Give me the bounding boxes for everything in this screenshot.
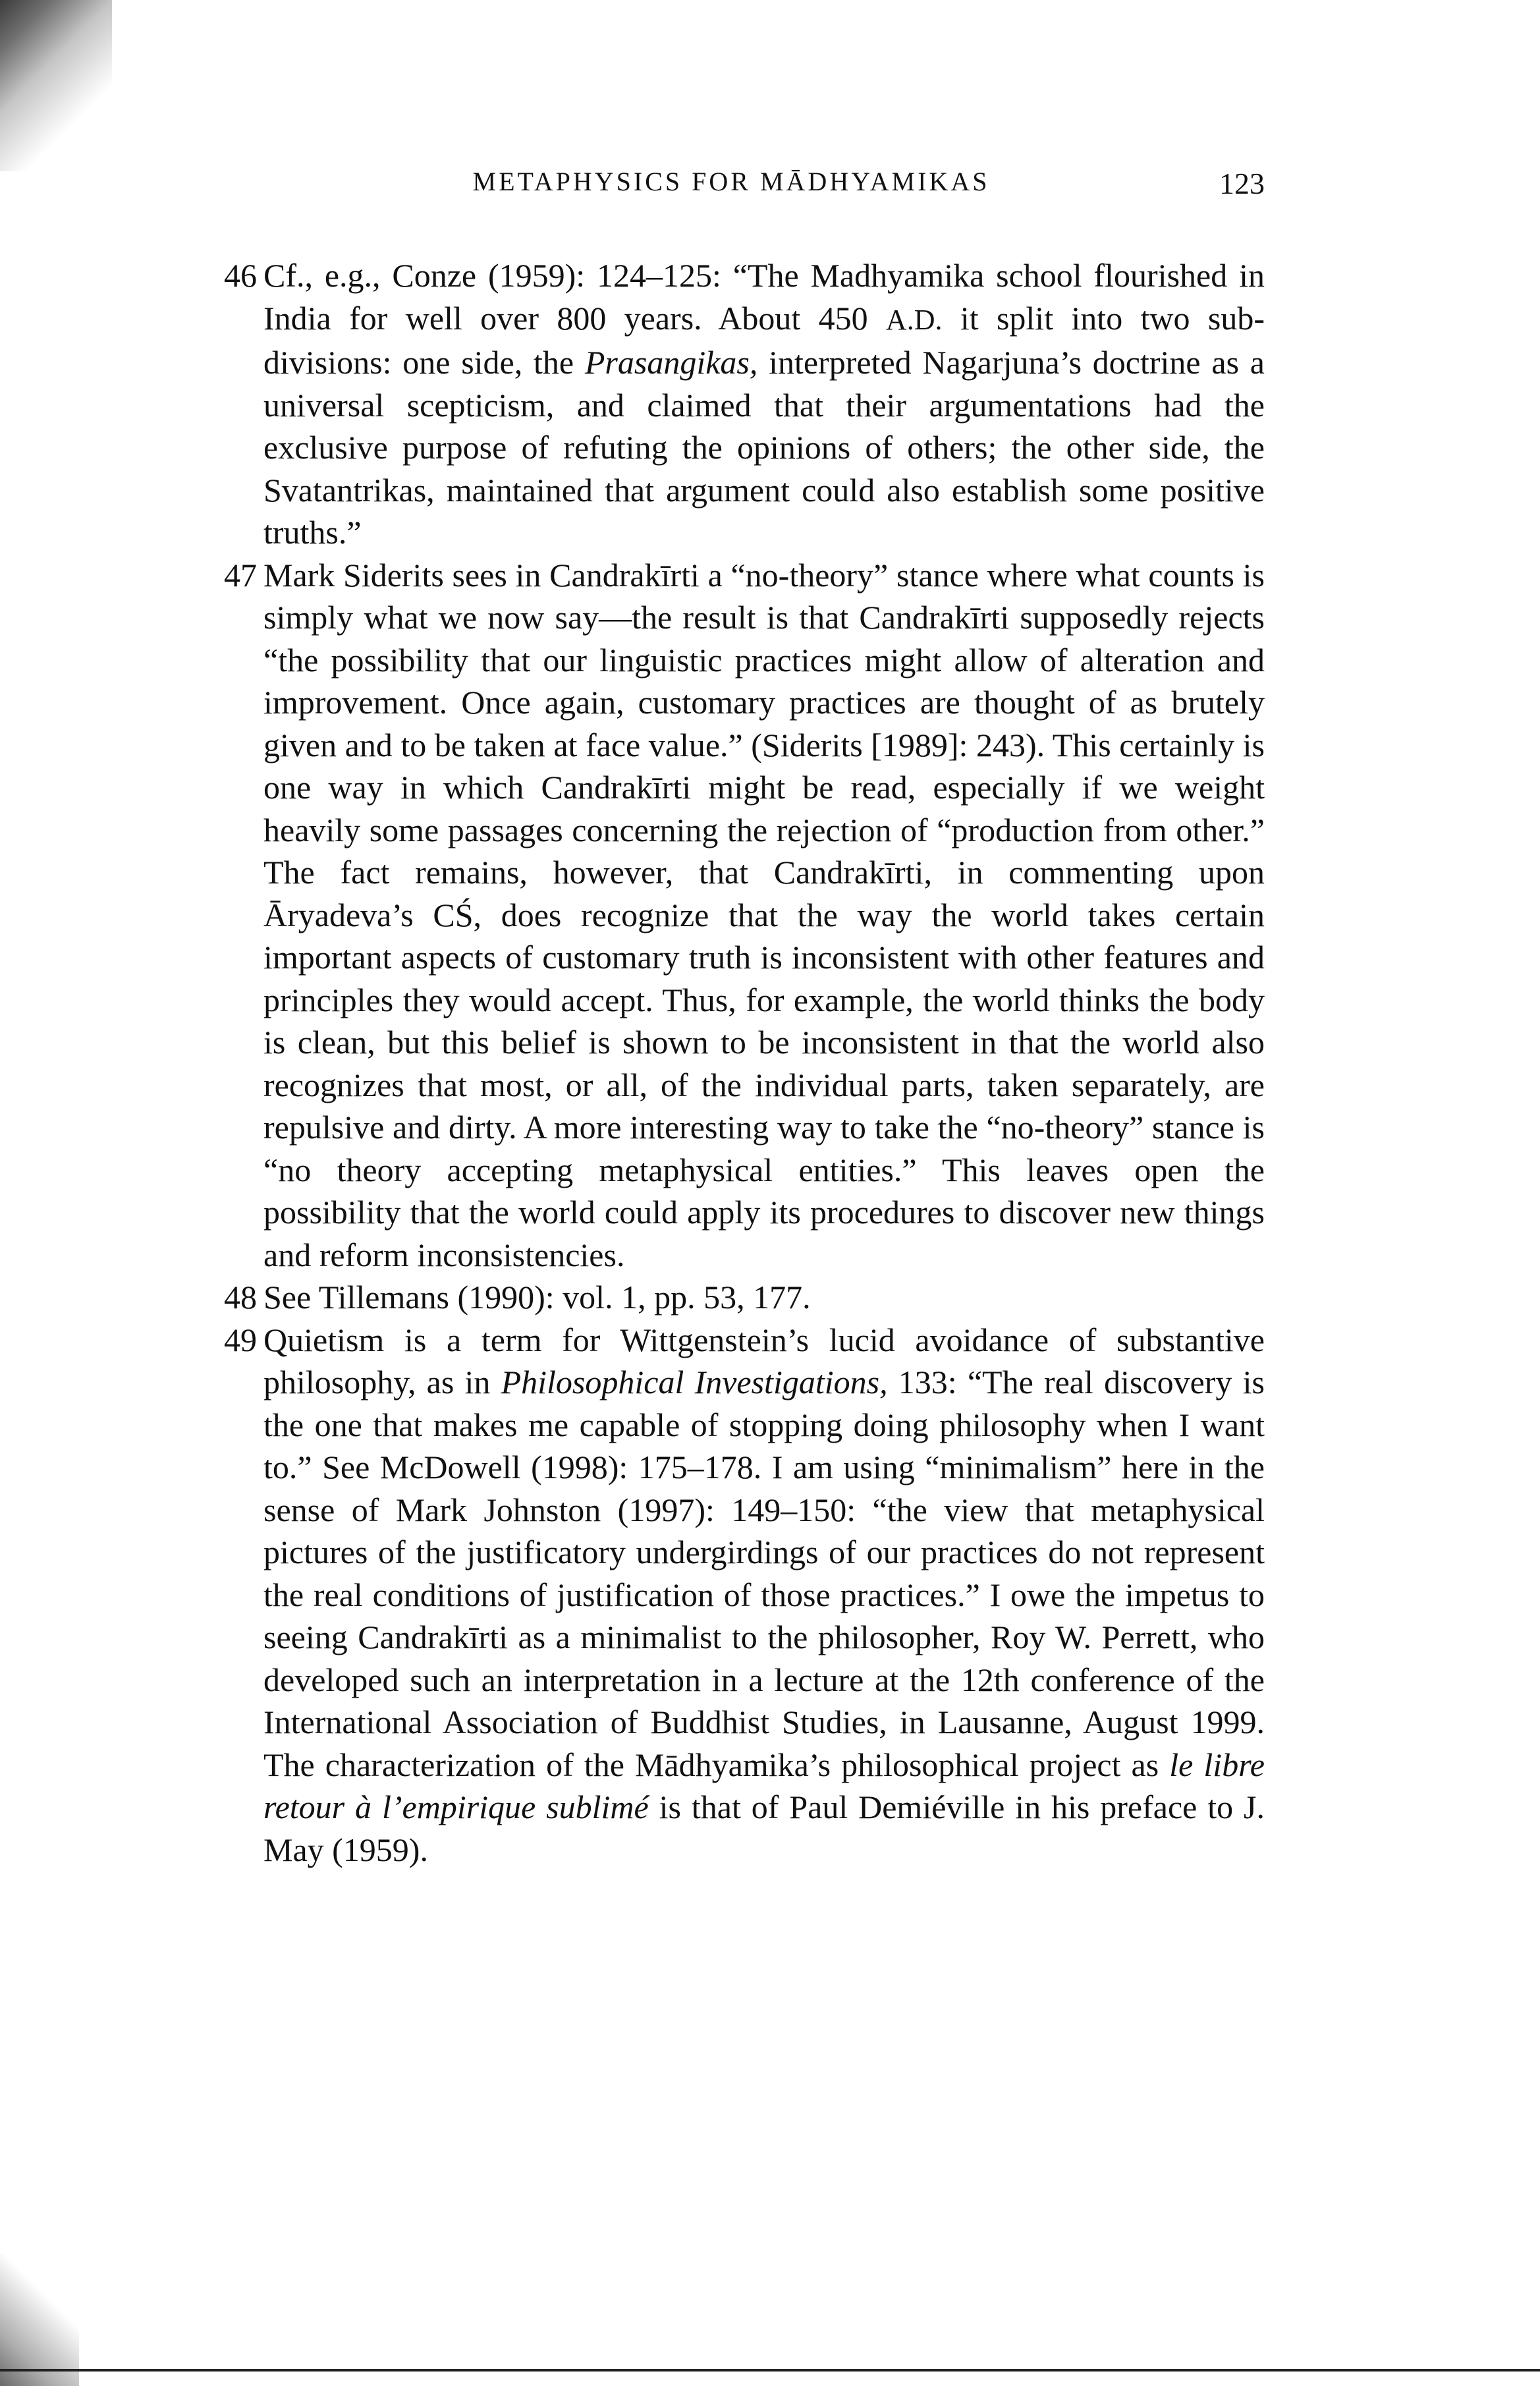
page-number: 123 bbox=[1219, 167, 1265, 200]
text-segment-italic: Philosophical Investigations, bbox=[501, 1364, 888, 1401]
text-segment: 133: “The real discovery is the one that makes me capable of stopping doing philosophy when I want to.” See McDowell (1998): 175–178. I am using “minimalism” here in the sense of Mark Johnston (1997): 149–150: “the view that metaphysical pictures of the justificatory undergirdings of our practices do not represent the real conditions of justification of those practices.” I owe the impetus to seeing Candrakīrti as a minimalist to the philosopher, Roy W. Perrett, who developed such an interpretation in a lecture at the 12th conference of the International Association of Buddhist Studies, in Lausanne, August 1999. The characterization of the Mādhyamika’s philosophical project as bbox=[263, 1364, 1265, 1783]
text-segment: Quietism is a term for Wittgenstein’s lucid avoidance of substantive philosophy, as in bbox=[263, 1321, 1265, 1401]
scan-shadow-bottom bbox=[0, 2254, 79, 2386]
scan-shadow-top bbox=[0, 0, 112, 171]
text-segment: Cf., e.g., Conze (1959): 124–125: “The Madhyamika school flourished in India for well over 800 years. About 450 bbox=[263, 257, 1265, 337]
footnote-47 bbox=[224, 554, 1265, 1277]
footnote-number: 47 bbox=[224, 556, 257, 594]
footnote-number: 49 bbox=[224, 1321, 257, 1358]
footnote-text bbox=[263, 1319, 1265, 1872]
footnote-number: 46 bbox=[224, 257, 257, 294]
running-head bbox=[224, 166, 1265, 206]
scan-bottom-edge bbox=[0, 2369, 1540, 2372]
running-title: METAPHYSICS FOR MĀDHYAMIKAS bbox=[472, 167, 990, 196]
footnote-text bbox=[263, 254, 1265, 554]
footnote-text bbox=[263, 1276, 1265, 1319]
text-segment-italic: Prasangikas, bbox=[584, 344, 758, 381]
footnote-text bbox=[263, 554, 1265, 1277]
text-segment: is that of Paul Demiéville in his preface to J. May (1959). bbox=[263, 1789, 1265, 1868]
footnote-number: 48 bbox=[224, 1279, 257, 1316]
footnote-46 bbox=[224, 254, 1265, 554]
text-segment: interpreted Nagarjuna’s doctrine as a universal scepticism, and claimed that their argumentations had the exclusive purpose of refuting the opinions of others; the other side, the Svatantrikas, maintained that argument could also establish some positive truths.” bbox=[263, 344, 1265, 551]
text-segment: it split into two sub-divisions: one side, the bbox=[263, 299, 1265, 381]
text-segment: Mark Siderits sees in Candrakīrti a “no-theory” stance where what counts is simply what we now say—the result is that Candrakīrti supposedly rejects “the possibility that our linguistic practices might allow of alteration and improvement. Once again, customary practices are thought of as brutely given and to be taken at face value.” (Siderits [1989]: 243). This certainly is one way in which Candrakīrti might be read, especially if we weight heavily some passages concerning the rejection of “production from other.” The fact remains, however, that Candrakīrti, in commenting upon Āryadeva’s CŚ, does recognize that the way the world takes certain important aspects of customary truth is inconsistent with other features and principles they would accept. Thus, for example, the world thinks the body is clean, but this belief is shown to be inconsistent in that the world also recognizes that most, or all, of the individual parts, taken separately, are repulsive and dirty. A more interesting way to take the “no-theory” stance is “no theory accepting metaphysical entities.” This leaves open the possibility that the world could apply its procedures to discover new things and reform inconsistencies. bbox=[263, 556, 1265, 1273]
footnote-48 bbox=[224, 1276, 1265, 1319]
text-segment-italic: le libre retour à l’empirique sublimé bbox=[263, 1746, 1265, 1825]
footnote-49 bbox=[224, 1319, 1265, 1872]
text-segment-smallcaps: A.D. bbox=[885, 303, 943, 336]
text-segment: See Tillemans (1990): vol. 1, pp. 53, 177. bbox=[263, 1279, 811, 1316]
footnotes bbox=[224, 254, 1265, 1871]
